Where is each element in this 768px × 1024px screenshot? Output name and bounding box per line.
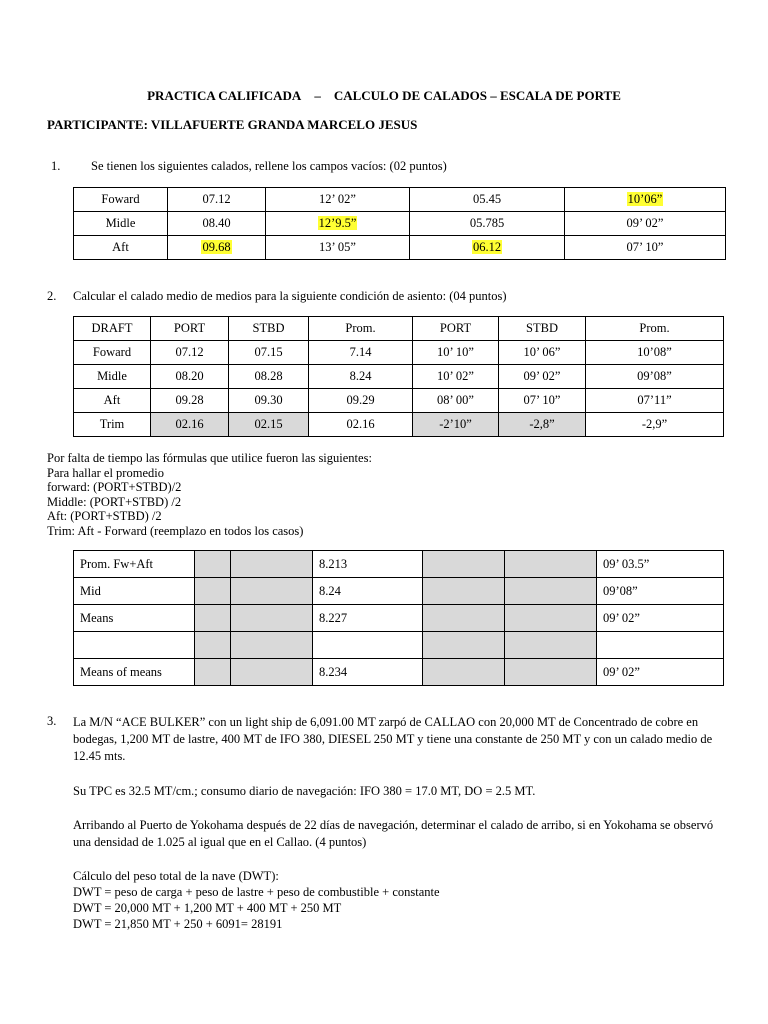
table-cell: 09.30 (229, 389, 309, 413)
table-cell-shaded (505, 632, 597, 659)
table-cell-highlighted (565, 188, 726, 212)
table-cell-shaded: -2’10” (413, 413, 499, 437)
column-header: Prom. (586, 317, 724, 341)
column-header: Prom. (309, 317, 413, 341)
table-cell: 8.234 (313, 659, 423, 686)
table-cell-shaded (231, 578, 313, 605)
table-header-row (74, 317, 724, 341)
table-row (74, 413, 724, 437)
table-cell: 09’08” (586, 365, 724, 389)
title-part-b: CALCULO DE CALADOS – ESCALA DE PORTE (333, 88, 621, 103)
q2-table (73, 316, 724, 437)
table-cell: 10’ 02” (413, 365, 499, 389)
table-cell: Prom. Fw+Aft (74, 551, 195, 578)
q3-paragraph-2: Su TPC es 32.5 MT/cm.; consumo diario de navegación: IFO 380 = 17.0 MT, DO = 2.5 MT. (73, 784, 536, 798)
table-cell: 08’ 00” (413, 389, 499, 413)
column-header: PORT (413, 317, 499, 341)
table-cell: Aft (74, 236, 168, 260)
column-header: STBD (499, 317, 586, 341)
table-cell-shaded (505, 659, 597, 686)
table-cell: 07’ 10” (499, 389, 586, 413)
table-cell: 10’ 10” (413, 341, 499, 365)
table-cell (597, 632, 724, 659)
table-cell: 09’08” (597, 578, 724, 605)
table-cell: 08.40 (168, 212, 266, 236)
q2-text: Calcular el calado medio de medios para la siguiente condición de asiento: (04 puntos) (73, 289, 507, 303)
table-cell: 02.16 (309, 413, 413, 437)
table-cell: Foward (74, 341, 151, 365)
table-cell: 10’08” (586, 341, 724, 365)
table-cell: 09’ 02” (597, 605, 724, 632)
table-cell: Trim (74, 413, 151, 437)
calc-line: DWT = 20,000 MT + 1,200 MT + 400 MT + 250 MT (73, 901, 342, 915)
table-cell (74, 632, 195, 659)
column-header: STBD (229, 317, 309, 341)
table-cell: 08.28 (229, 365, 309, 389)
calc-line: DWT = peso de carga + peso de lastre + peso de combustible + constante (73, 885, 440, 899)
table-cell: 09’ 03.5” (597, 551, 724, 578)
table-cell: Mid (74, 578, 195, 605)
note-line: Trim: Aft - Forward (reemplazo en todos los casos) (47, 523, 304, 538)
table-row (74, 632, 724, 659)
calc-line: Cálculo del peso total de la nave (DWT): (73, 869, 279, 883)
calc-line: DWT = 21,850 MT + 250 + 6091= 28191 (73, 917, 283, 931)
table-cell-shaded (231, 551, 313, 578)
table-row (74, 605, 724, 632)
note-line: Middle: (PORT+STBD) /2 (47, 494, 182, 509)
table-cell-shaded (195, 659, 231, 686)
table-row (74, 389, 724, 413)
table-cell-shaded (231, 605, 313, 632)
table-cell-shaded (423, 578, 505, 605)
title-part-a: PRACTICA CALIFICADA (147, 88, 302, 103)
highlight-value: 09.68 (202, 240, 231, 254)
q2-number: 2. (47, 289, 57, 303)
table-cell: 7.14 (309, 341, 413, 365)
column-header: PORT (151, 317, 229, 341)
table-cell: Aft (74, 389, 151, 413)
table-cell: 10’ 06” (499, 341, 586, 365)
table-cell: -2,9” (586, 413, 724, 437)
q3-number: 3. (47, 714, 57, 728)
table-cell (313, 632, 423, 659)
table-row (74, 365, 724, 389)
table-cell: Means of means (74, 659, 195, 686)
table-cell-highlighted (410, 236, 565, 260)
q3-paragraph-1: La M/N “ACE BULKER” con un light ship de 6,091.00 MT zarpó de CALLAO con 20,000 MT de Concentrado de cobre en bodegas, 1,200 MT de lastre, 400 MT de IFO 380, DIESEL 250 MT y tiene una constante de 250 MT y con un calado medio de 12.45 mts. (73, 715, 713, 763)
table-cell: 07’11” (586, 389, 724, 413)
table-cell: 05.785 (410, 212, 565, 236)
table-cell-highlighted (266, 212, 410, 236)
table-cell: 07’ 10” (565, 236, 726, 260)
table-cell: 8.213 (313, 551, 423, 578)
table-cell: 09.29 (309, 389, 413, 413)
table-cell: 8.227 (313, 605, 423, 632)
document-title (0, 88, 768, 104)
table-cell: 05.45 (410, 188, 565, 212)
table-cell: Midle (74, 212, 168, 236)
table-cell-shaded (505, 551, 597, 578)
table-row (74, 236, 726, 260)
table-cell: 09’ 02” (499, 365, 586, 389)
table-cell-shaded (231, 632, 313, 659)
q3-paragraph-3: Arribando al Puerto de Yokohama después de 22 días de navegación, determinar el calado de arribo, si en Yokohama se observó una densidad de 1.025 al igual que en el Callao. (4 puntos) (73, 818, 714, 849)
means-table (73, 550, 724, 686)
table-cell-shaded (423, 632, 505, 659)
title-separator: – (314, 88, 321, 103)
table-cell-shaded (505, 578, 597, 605)
table-cell: 07.15 (229, 341, 309, 365)
note-line: Aft: (PORT+STBD) /2 (47, 509, 162, 523)
table-cell-shaded (195, 632, 231, 659)
table-cell-shaded (423, 551, 505, 578)
table-cell-shaded: 02.16 (151, 413, 229, 437)
column-header: DRAFT (74, 317, 151, 341)
note-line: forward: (PORT+STBD)/2 (47, 480, 182, 494)
note-line: Por falta de tiempo las fórmulas que utilice fueron las siguientes: (47, 451, 372, 465)
table-cell: 09’ 02” (565, 212, 726, 236)
highlight-value: 12’9.5” (318, 216, 357, 230)
dwt-calculation (73, 868, 440, 932)
table-cell: 8.24 (313, 578, 423, 605)
participant-line: PARTICIPANTE: VILLAFUERTE GRANDA MARCELO JESUS (47, 117, 418, 132)
table-cell: 09’ 02” (597, 659, 724, 686)
table-row (74, 659, 724, 686)
table-cell: Means (74, 605, 195, 632)
table-cell-shaded (423, 605, 505, 632)
table-cell-shaded (505, 605, 597, 632)
formula-notes (47, 451, 372, 538)
table-cell: 09.28 (151, 389, 229, 413)
table-cell: 12’ 02” (266, 188, 410, 212)
table-cell: 08.20 (151, 365, 229, 389)
note-line: Para hallar el promedio (47, 465, 164, 480)
table-cell-shaded (423, 659, 505, 686)
table-cell-highlighted (168, 236, 266, 260)
table-cell-shaded (195, 605, 231, 632)
table-cell-shaded (231, 659, 313, 686)
table-cell: 07.12 (151, 341, 229, 365)
table-row (74, 341, 724, 365)
table-cell: 8.24 (309, 365, 413, 389)
highlight-value: 10’06” (627, 192, 663, 206)
table-row (74, 551, 724, 578)
table-cell: Midle (74, 365, 151, 389)
table-cell-shaded: -2,8” (499, 413, 586, 437)
q1-table (73, 187, 726, 260)
table-row (74, 188, 726, 212)
table-row (74, 578, 724, 605)
table-cell-shaded (195, 551, 231, 578)
table-row (74, 212, 726, 236)
table-cell-shaded: 02.15 (229, 413, 309, 437)
table-cell: 07.12 (168, 188, 266, 212)
q1-number: 1. (51, 159, 61, 173)
highlight-value: 06.12 (472, 240, 502, 254)
table-cell: 13’ 05” (266, 236, 410, 260)
table-cell-shaded (195, 578, 231, 605)
table-cell: Foward (74, 188, 168, 212)
q1-text: Se tienen los siguientes calados, rellene los campos vacíos: (02 puntos) (91, 159, 447, 173)
